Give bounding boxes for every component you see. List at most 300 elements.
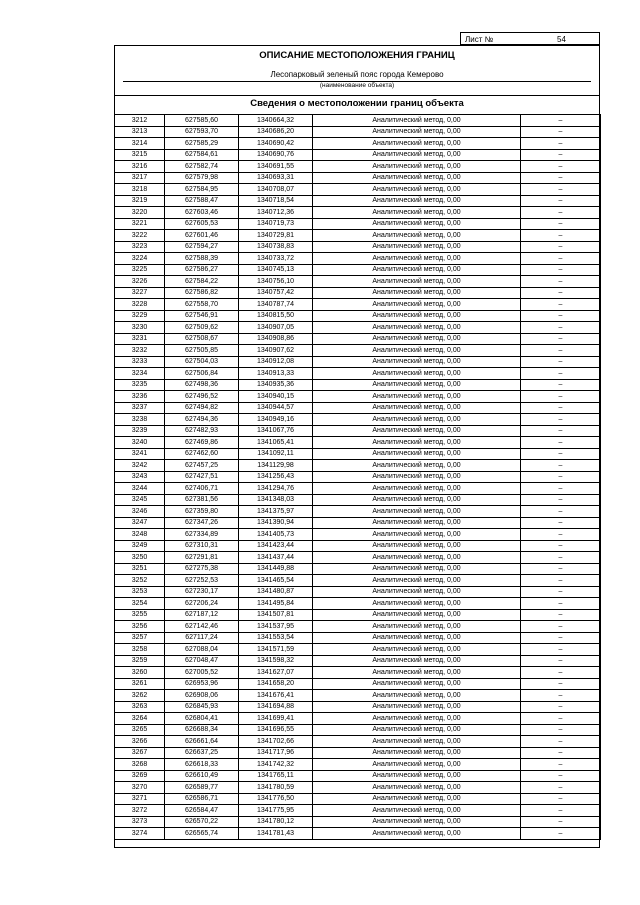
point-number: 3263 [115,701,165,713]
coord-y: 1341780,12 [239,816,313,828]
object-name: Лесопарковый зеленый пояс города Кемерово [270,70,444,79]
table-row [115,172,601,184]
dash-cell: – [521,356,601,368]
coord-x: 627275,38 [165,563,239,575]
point-number: 3225 [115,264,165,276]
point-number: 3261 [115,678,165,690]
table-row [115,218,601,230]
dash-cell: – [521,379,601,391]
method-cell: Аналитический метод, 0,00 [313,448,521,460]
coord-y: 1340913,33 [239,368,313,380]
coord-x: 627496,52 [165,391,239,403]
dash-cell: – [521,368,601,380]
point-number: 3231 [115,333,165,345]
boundary-points-body [115,115,601,840]
method-cell: Аналитический метод, 0,00 [313,310,521,322]
coord-x: 627586,82 [165,287,239,299]
dash-cell: – [521,287,601,299]
coord-x: 626845,93 [165,701,239,713]
dash-cell: – [521,678,601,690]
point-number: 3257 [115,632,165,644]
method-cell: Аналитический метод, 0,00 [313,264,521,276]
point-number: 3215 [115,149,165,161]
coord-y: 1340908,86 [239,333,313,345]
dash-cell: – [521,598,601,610]
point-number: 3220 [115,207,165,219]
table-row [115,724,601,736]
table-row [115,828,601,840]
dash-cell: – [521,264,601,276]
table-row [115,770,601,782]
point-number: 3267 [115,747,165,759]
coord-y: 1340719,73 [239,218,313,230]
table-row [115,609,601,621]
table-row [115,552,601,564]
coord-y: 1341465,54 [239,575,313,587]
coord-x: 627142,46 [165,621,239,633]
coord-x: 627603,46 [165,207,239,219]
dash-cell: – [521,333,601,345]
point-number: 3273 [115,816,165,828]
point-number: 3237 [115,402,165,414]
coord-x: 627593,70 [165,126,239,138]
table-row [115,299,601,311]
point-number: 3212 [115,115,165,127]
coord-y: 1341694,88 [239,701,313,713]
table-row [115,713,601,725]
point-number: 3228 [115,299,165,311]
point-number: 3236 [115,391,165,403]
boundary-points-table [114,114,601,840]
table-row [115,736,601,748]
dash-cell: – [521,793,601,805]
coord-y: 1341717,96 [239,747,313,759]
coord-x: 627504,03 [165,356,239,368]
point-number: 3224 [115,253,165,265]
table-row [115,621,601,633]
dash-cell: – [521,172,601,184]
coord-y: 1340718,54 [239,195,313,207]
method-cell: Аналитический метод, 0,00 [313,828,521,840]
coord-y: 1340738,83 [239,241,313,253]
coord-x: 627579,98 [165,172,239,184]
coord-y: 1340756,10 [239,276,313,288]
table-row [115,632,601,644]
coord-y: 1341065,41 [239,437,313,449]
point-number: 3256 [115,621,165,633]
dash-cell: – [521,483,601,495]
dash-cell: – [521,414,601,426]
coord-y: 1341776,50 [239,793,313,805]
dash-cell: – [521,575,601,587]
coord-y: 1340729,81 [239,230,313,242]
method-cell: Аналитический метод, 0,00 [313,759,521,771]
method-cell: Аналитический метод, 0,00 [313,713,521,725]
coord-y: 1341553,54 [239,632,313,644]
table-row [115,391,601,403]
coord-y: 1341437,44 [239,552,313,564]
coord-y: 1340712,36 [239,207,313,219]
method-cell: Аналитический метод, 0,00 [313,138,521,150]
coord-y: 1341537,95 [239,621,313,633]
method-cell: Аналитический метод, 0,00 [313,598,521,610]
coord-y: 1341696,55 [239,724,313,736]
table-row [115,540,601,552]
table-row [115,586,601,598]
coord-y: 1341775,95 [239,805,313,817]
table-row [115,598,601,610]
method-cell: Аналитический метод, 0,00 [313,241,521,253]
table-row [115,690,601,702]
table-row [115,816,601,828]
table-row [115,368,601,380]
method-cell: Аналитический метод, 0,00 [313,195,521,207]
point-number: 3230 [115,322,165,334]
dash-cell: – [521,207,601,219]
table-row [115,782,601,794]
dash-cell: – [521,701,601,713]
method-cell: Аналитический метод, 0,00 [313,322,521,334]
dash-cell: – [521,253,601,265]
dash-cell: – [521,816,601,828]
coord-y: 1340690,42 [239,138,313,150]
coord-x: 627585,29 [165,138,239,150]
dash-cell: – [521,126,601,138]
dash-cell: – [521,736,601,748]
coord-x: 627005,52 [165,667,239,679]
method-cell: Аналитический метод, 0,00 [313,218,521,230]
coord-x: 626586,71 [165,793,239,805]
method-cell: Аналитический метод, 0,00 [313,701,521,713]
coord-y: 1341765,11 [239,770,313,782]
coord-x: 626565,74 [165,828,239,840]
dash-cell: – [521,586,601,598]
coord-x: 627347,26 [165,517,239,529]
coord-x: 627291,81 [165,552,239,564]
coord-y: 1341067,76 [239,425,313,437]
point-number: 3234 [115,368,165,380]
table-row [115,402,601,414]
table-row [115,793,601,805]
coord-y: 1341742,32 [239,759,313,771]
coord-x: 627359,80 [165,506,239,518]
dash-cell: – [521,437,601,449]
coord-y: 1340693,31 [239,172,313,184]
table-row [115,310,601,322]
table-row [115,241,601,253]
method-cell: Аналитический метод, 0,00 [313,575,521,587]
coord-x: 626908,06 [165,690,239,702]
point-number: 3269 [115,770,165,782]
point-number: 3264 [115,713,165,725]
dash-cell: – [521,425,601,437]
coord-x: 626584,47 [165,805,239,817]
table-row [115,115,601,127]
method-cell: Аналитический метод, 0,00 [313,782,521,794]
coord-x: 627206,24 [165,598,239,610]
method-cell: Аналитический метод, 0,00 [313,793,521,805]
method-cell: Аналитический метод, 0,00 [313,161,521,173]
coord-x: 627588,39 [165,253,239,265]
method-cell: Аналитический метод, 0,00 [313,609,521,621]
point-number: 3272 [115,805,165,817]
method-cell: Аналитический метод, 0,00 [313,207,521,219]
point-number: 3219 [115,195,165,207]
coord-y: 1341658,20 [239,678,313,690]
table-row [115,471,601,483]
dash-cell: – [521,402,601,414]
method-cell: Аналитический метод, 0,00 [313,678,521,690]
dash-cell: – [521,747,601,759]
coord-y: 1341390,94 [239,517,313,529]
dash-cell: – [521,632,601,644]
table-row [115,494,601,506]
method-cell: Аналитический метод, 0,00 [313,368,521,380]
coord-x: 626637,25 [165,747,239,759]
dash-cell: – [521,506,601,518]
point-number: 3258 [115,644,165,656]
table-row [115,655,601,667]
point-number: 3246 [115,506,165,518]
coord-y: 1340944,57 [239,402,313,414]
method-cell: Аналитический метод, 0,00 [313,483,521,495]
dash-cell: – [521,563,601,575]
coord-x: 627558,70 [165,299,239,311]
point-number: 3216 [115,161,165,173]
coord-x: 627187,12 [165,609,239,621]
dash-cell: – [521,138,601,150]
dash-cell: – [521,552,601,564]
table-row [115,529,601,541]
point-number: 3229 [115,310,165,322]
table-row [115,483,601,495]
coord-x: 627427,51 [165,471,239,483]
coord-y: 1340935,36 [239,379,313,391]
coord-y: 1340686,20 [239,126,313,138]
point-number: 3259 [115,655,165,667]
coord-x: 627494,36 [165,414,239,426]
coord-y: 1341092,11 [239,448,313,460]
table-row [115,138,601,150]
point-number: 3222 [115,230,165,242]
method-cell: Аналитический метод, 0,00 [313,724,521,736]
point-number: 3270 [115,782,165,794]
coord-y: 1341348,03 [239,494,313,506]
table-row [115,575,601,587]
point-number: 3248 [115,529,165,541]
point-number: 3266 [115,736,165,748]
dash-cell: – [521,161,601,173]
coord-y: 1340815,50 [239,310,313,322]
table-row [115,448,601,460]
point-number: 3240 [115,437,165,449]
coord-y: 1341780,59 [239,782,313,794]
table-row [115,379,601,391]
coord-x: 627310,31 [165,540,239,552]
method-cell: Аналитический метод, 0,00 [313,655,521,667]
coord-x: 627048,47 [165,655,239,667]
method-cell: Аналитический метод, 0,00 [313,644,521,656]
point-number: 3214 [115,138,165,150]
dash-cell: – [521,770,601,782]
coord-x: 627462,60 [165,448,239,460]
coord-x: 627505,85 [165,345,239,357]
coord-y: 1341495,84 [239,598,313,610]
coord-x: 627469,86 [165,437,239,449]
dash-cell: – [521,655,601,667]
point-number: 3245 [115,494,165,506]
method-cell: Аналитический метод, 0,00 [313,506,521,518]
method-cell: Аналитический метод, 0,00 [313,471,521,483]
section-divider [115,95,599,96]
coord-x: 627509,62 [165,322,239,334]
coord-x: 627601,46 [165,230,239,242]
method-cell: Аналитический метод, 0,00 [313,437,521,449]
section-title: Сведения о местоположении границ объекта [250,98,464,109]
point-number: 3252 [115,575,165,587]
table-row [115,333,601,345]
coord-x: 627584,61 [165,149,239,161]
table-row [115,701,601,713]
coord-x: 627406,71 [165,483,239,495]
method-cell: Аналитический метод, 0,00 [313,690,521,702]
dash-cell: – [521,460,601,472]
coord-y: 1341480,87 [239,586,313,598]
method-cell: Аналитический метод, 0,00 [313,736,521,748]
method-cell: Аналитический метод, 0,00 [313,770,521,782]
dash-cell: – [521,322,601,334]
sheet-label: Лист № [465,35,494,44]
method-cell: Аналитический метод, 0,00 [313,356,521,368]
table-row [115,322,601,334]
document-title: ОПИСАНИЕ МЕСТОПОЛОЖЕНИЯ ГРАНИЦ [259,50,455,61]
coord-y: 1340907,05 [239,322,313,334]
coord-x: 627584,95 [165,184,239,196]
point-number: 3241 [115,448,165,460]
method-cell: Аналитический метод, 0,00 [313,149,521,161]
method-cell: Аналитический метод, 0,00 [313,414,521,426]
dash-cell: – [521,759,601,771]
method-cell: Аналитический метод, 0,00 [313,494,521,506]
point-number: 3243 [115,471,165,483]
coord-y: 1341256,43 [239,471,313,483]
method-cell: Аналитический метод, 0,00 [313,276,521,288]
coord-x: 627252,53 [165,575,239,587]
table-row [115,517,601,529]
method-cell: Аналитический метод, 0,00 [313,805,521,817]
coord-x: 627457,25 [165,460,239,472]
method-cell: Аналитический метод, 0,00 [313,379,521,391]
point-number: 3213 [115,126,165,138]
point-number: 3223 [115,241,165,253]
method-cell: Аналитический метод, 0,00 [313,126,521,138]
coord-x: 627482,93 [165,425,239,437]
table-row [115,230,601,242]
dash-cell: – [521,276,601,288]
method-cell: Аналитический метод, 0,00 [313,552,521,564]
dash-cell: – [521,621,601,633]
table-row [115,161,601,173]
dash-cell: – [521,540,601,552]
point-number: 3239 [115,425,165,437]
dash-cell: – [521,230,601,242]
coord-x: 626589,77 [165,782,239,794]
coord-y: 1340664,32 [239,115,313,127]
method-cell: Аналитический метод, 0,00 [313,667,521,679]
coord-y: 1341598,32 [239,655,313,667]
coord-y: 1340757,42 [239,287,313,299]
method-cell: Аналитический метод, 0,00 [313,287,521,299]
dash-cell: – [521,713,601,725]
point-number: 3274 [115,828,165,840]
coord-y: 1340691,55 [239,161,313,173]
table-row [115,667,601,679]
method-cell: Аналитический метод, 0,00 [313,391,521,403]
coord-y: 1341627,07 [239,667,313,679]
dash-cell: – [521,149,601,161]
method-cell: Аналитический метод, 0,00 [313,460,521,472]
coord-y: 1341375,97 [239,506,313,518]
dash-cell: – [521,494,601,506]
point-number: 3262 [115,690,165,702]
dash-cell: – [521,345,601,357]
method-cell: Аналитический метод, 0,00 [313,299,521,311]
point-number: 3250 [115,552,165,564]
method-cell: Аналитический метод, 0,00 [313,517,521,529]
coord-y: 1341449,88 [239,563,313,575]
point-number: 3218 [115,184,165,196]
table-row [115,184,601,196]
coord-y: 1341676,41 [239,690,313,702]
method-cell: Аналитический метод, 0,00 [313,747,521,759]
coord-y: 1340733,72 [239,253,313,265]
table-row [115,414,601,426]
table-row [115,345,601,357]
method-cell: Аналитический метод, 0,00 [313,816,521,828]
coord-x: 627088,04 [165,644,239,656]
table-row [115,644,601,656]
point-number: 3221 [115,218,165,230]
method-cell: Аналитический метод, 0,00 [313,172,521,184]
point-number: 3247 [115,517,165,529]
point-number: 3235 [115,379,165,391]
method-cell: Аналитический метод, 0,00 [313,621,521,633]
method-cell: Аналитический метод, 0,00 [313,425,521,437]
method-cell: Аналитический метод, 0,00 [313,230,521,242]
table-row [115,437,601,449]
coord-y: 1340940,15 [239,391,313,403]
method-cell: Аналитический метод, 0,00 [313,586,521,598]
point-number: 3251 [115,563,165,575]
coord-y: 1341702,66 [239,736,313,748]
table-row [115,678,601,690]
point-number: 3244 [115,483,165,495]
dash-cell: – [521,609,601,621]
coord-y: 1341699,41 [239,713,313,725]
coord-x: 627508,67 [165,333,239,345]
coord-x: 627506,84 [165,368,239,380]
coord-x: 627546,91 [165,310,239,322]
dash-cell: – [521,644,601,656]
point-number: 3268 [115,759,165,771]
point-number: 3255 [115,609,165,621]
coord-y: 1341781,43 [239,828,313,840]
table-row [115,506,601,518]
coord-x: 626804,41 [165,713,239,725]
coord-x: 627588,47 [165,195,239,207]
method-cell: Аналитический метод, 0,00 [313,253,521,265]
method-cell: Аналитический метод, 0,00 [313,563,521,575]
